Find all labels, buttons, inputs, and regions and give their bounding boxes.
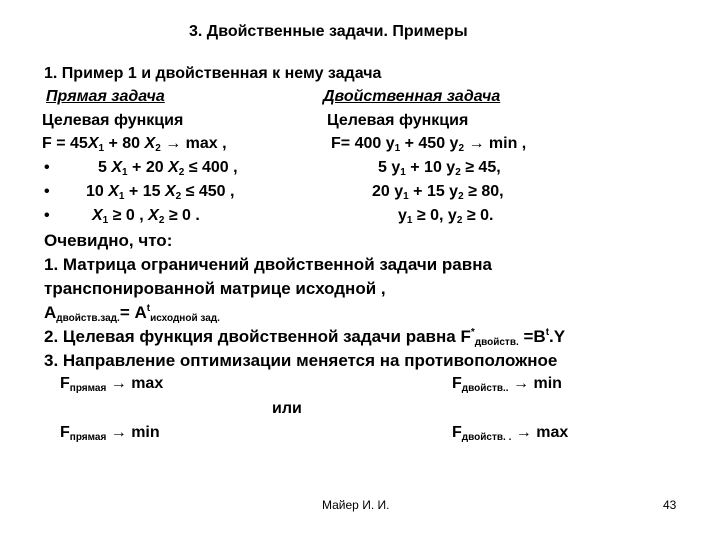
page-number: 43	[663, 498, 677, 512]
primal-constraint-bullet: •	[44, 183, 50, 200]
obviously-text: Очевидно, что:	[44, 231, 173, 250]
opt-left: $F_{прямая} \to \min$	[60, 424, 160, 443]
footer-author: Майер И. И.	[322, 498, 390, 512]
primal-objective-label: Целевая функция	[42, 112, 184, 129]
point1-line1: 1. Матрица ограничений двойственной задачи равна	[44, 255, 492, 274]
opt-left: $F_{прямая} \to \max$	[60, 375, 164, 394]
opt-right: $F_{двойств. .} \to \max$	[452, 424, 569, 443]
opt-right: $F_{двойств..} \to \min$	[452, 375, 562, 394]
dual-constraint: $y_1 \ge 0$, $y_2 \ge 0$.	[398, 207, 494, 226]
primal-constraint: $X_1 \ge 0$ , $X_2 \ge 0$ .	[92, 207, 200, 226]
primal-constraint: 10 $X_1 + 15$ $X_2 \le 450$ ,	[86, 183, 235, 202]
dual-constraint: 5 $y_1 + 10$ $y_2 \ge 45$,	[378, 159, 501, 178]
point1-line2: транспонированной матрице исходной ,	[44, 279, 386, 298]
primal-constraint-bullet: •	[44, 159, 50, 176]
primal-header: Прямая задача	[46, 88, 165, 105]
example-heading: 1. Пример 1 и двойственная к нему задача	[44, 65, 382, 82]
dual-constraint: 20 $y_1 + 15$ $y_2 \ge 80$,	[372, 183, 504, 202]
primal-constraint: 5 $X_1 + 20$ $X_2 \le 400$ ,	[98, 159, 238, 178]
matrix-equation: $A_{двойств.зад.}= A^t_{исходной зад.}$	[44, 303, 220, 324]
dual-objective: F= 400 $y_1 + 450$ $y_2 \to \min$ ,	[331, 135, 527, 154]
dual-header: Двойственная задача	[323, 88, 501, 105]
dual-objective-label: Целевая функция	[327, 112, 469, 129]
slide-title: 3. Двойственные задачи. Примеры	[189, 23, 468, 40]
primal-constraint-bullet: •	[44, 207, 50, 224]
point2: 2. Целевая функция двойственной задачи равна $F^*_{двойств.} =B^t.Y$	[44, 327, 566, 348]
or-word: или	[272, 400, 302, 417]
primal-objective: $F = 45X_1 + 80$ $X_2 \to \max$ ,	[42, 135, 227, 154]
point3: 3. Направление оптимизации меняется на противоположное	[44, 351, 558, 370]
